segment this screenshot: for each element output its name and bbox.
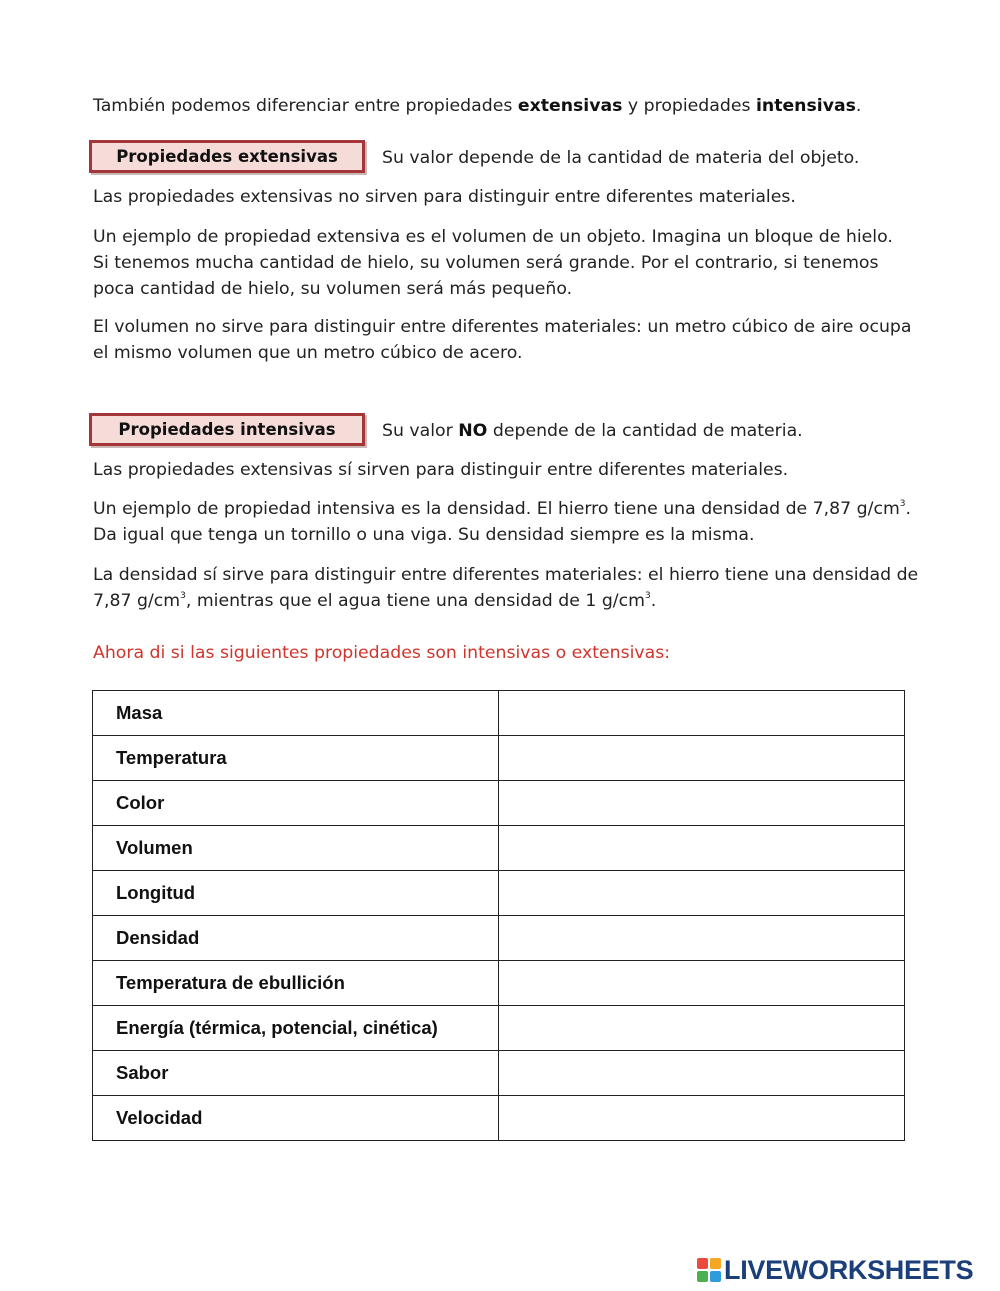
table-row — [93, 961, 905, 1006]
answer-cell[interactable] — [498, 1096, 904, 1141]
answer-cell[interactable] — [498, 781, 904, 826]
logo-square — [697, 1271, 708, 1282]
extensivas-p2-line: poca cantidad de hielo, su volumen será más pequeño. — [93, 279, 573, 299]
property-label: Temperatura de ebullición — [93, 961, 499, 1006]
intensivas-p3-text: , mientras que el agua tiene una densidad de 1 g/cm — [185, 591, 645, 611]
table-row — [93, 736, 905, 781]
intensivas-p2-end: . — [905, 499, 912, 519]
answer-cell[interactable] — [498, 961, 904, 1006]
property-label: Longitud — [93, 871, 499, 916]
intensivas-def-text-end: depende de la cantidad de materia. — [487, 421, 803, 441]
extensivas-p2-line: Un ejemplo de propiedad extensiva es el volumen de un objeto. Imagina un bloque de hielo. — [93, 227, 893, 247]
intensivas-p2-line — [93, 496, 923, 522]
intensivas-p2-line: Da igual que tenga un tornillo o una viga. Su densidad siempre es la misma. — [93, 525, 755, 545]
extensivas-paragraph-3 — [93, 314, 923, 366]
intensivas-p3-line: La densidad sí sirve para distinguir entre diferentes materiales: el hierro tiene una densidad de — [93, 565, 919, 585]
tag-propiedades-extensivas: Propiedades extensivas — [89, 140, 365, 173]
intro-bold-extensivas: extensivas — [517, 96, 623, 116]
extensivas-p2-line: Si tenemos mucha cantidad de hielo, su volumen será grande. Por el contrario, si tenemos — [93, 253, 879, 273]
answer-cell[interactable] — [498, 1006, 904, 1051]
table-row — [93, 1006, 905, 1051]
intensivas-p3-line — [93, 588, 923, 614]
property-label: Temperatura — [93, 736, 499, 781]
logo-square — [710, 1258, 721, 1269]
intensivas-definition — [382, 418, 803, 444]
answer-cell[interactable] — [498, 1051, 904, 1096]
table-row — [93, 826, 905, 871]
intro-text-end: . — [855, 96, 862, 116]
extensivas-p3-line: el mismo volumen que un metro cúbico de acero. — [93, 343, 523, 363]
superscript: 3 — [899, 499, 906, 509]
answer-cell[interactable] — [498, 916, 904, 961]
intensivas-paragraph-1: Las propiedades extensivas sí sirven para distinguir entre diferentes materiales. — [93, 460, 789, 480]
property-label: Energía (térmica, potencial, cinética) — [93, 1006, 499, 1051]
logo-square — [710, 1271, 721, 1282]
answer-cell[interactable] — [498, 826, 904, 871]
intensivas-paragraph-3 — [93, 562, 923, 614]
liveworksheets-logo-icon — [697, 1258, 721, 1282]
extensivas-definition: Su valor depende de la cantidad de materia del objeto. — [382, 148, 860, 168]
property-label: Color — [93, 781, 499, 826]
table-row — [93, 916, 905, 961]
table-row — [93, 691, 905, 736]
table-row — [93, 1051, 905, 1096]
table-row — [93, 1096, 905, 1141]
intensivas-def-bold: NO — [458, 421, 488, 441]
intensivas-p3-text: . — [650, 591, 657, 611]
answer-cell[interactable] — [498, 691, 904, 736]
intro-bold-intensivas: intensivas — [755, 96, 856, 116]
intro-paragraph — [93, 93, 923, 119]
logo-square — [697, 1258, 708, 1269]
intensivas-paragraph-2 — [93, 496, 923, 548]
intro-text-middle: y propiedades — [622, 96, 756, 116]
extensivas-p3-line: El volumen no sirve para distinguir entre diferentes materiales: un metro cúbico de aire ocupa — [93, 317, 912, 337]
table-row — [93, 871, 905, 916]
exercise-instruction: Ahora di si las siguientes propiedades son intensivas o extensivas: — [93, 643, 671, 663]
property-label: Densidad — [93, 916, 499, 961]
properties-table — [92, 690, 905, 1141]
answer-cell[interactable] — [498, 871, 904, 916]
property-label: Masa — [93, 691, 499, 736]
superscript: 3 — [644, 591, 651, 601]
property-label: Volumen — [93, 826, 499, 871]
intensivas-def-text: Su valor — [382, 421, 459, 441]
extensivas-paragraph-2 — [93, 224, 923, 302]
logo-text: LIVEWORKSHEETS — [724, 1255, 974, 1285]
intensivas-p3-text: 7,87 g/cm — [93, 591, 181, 611]
superscript: 3 — [180, 591, 186, 601]
property-label: Sabor — [93, 1051, 499, 1096]
extensivas-paragraph-1: Las propiedades extensivas no sirven para distinguir entre diferentes materiales. — [93, 187, 796, 207]
property-label: Velocidad — [93, 1096, 499, 1141]
tag-propiedades-intensivas: Propiedades intensivas — [89, 413, 365, 446]
table-row — [93, 781, 905, 826]
answer-cell[interactable] — [498, 736, 904, 781]
intro-text: También podemos diferenciar entre propiedades — [93, 96, 518, 116]
intensivas-p2-text: Un ejemplo de propiedad intensiva es la densidad. El hierro tiene una densidad de 7,87 g/cm — [93, 499, 900, 519]
liveworksheets-logo[interactable] — [697, 1255, 973, 1285]
